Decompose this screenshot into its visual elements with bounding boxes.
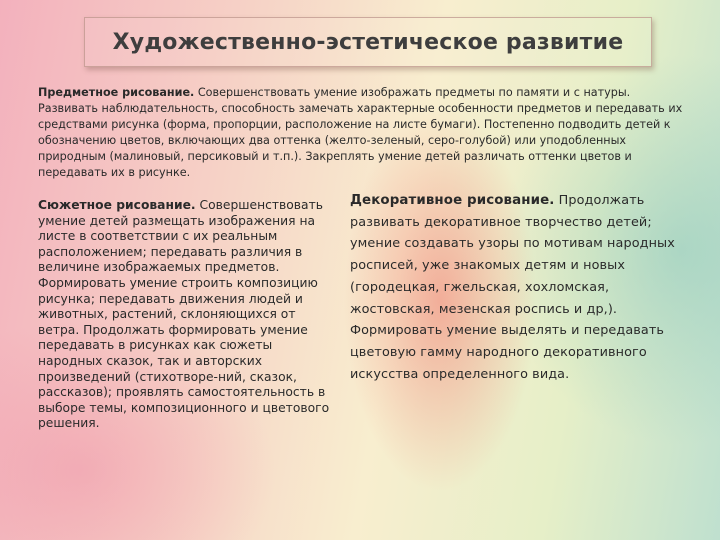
right-column-paragraph <box>350 190 690 385</box>
intro-paragraph <box>38 85 688 181</box>
right-column-heading: Декоративное рисование. <box>350 193 555 208</box>
right-column-text: Продолжать развивать декоративное творчество детей; умение создавать узоры по мотивам народных росписей, уже знакомых детям и новых (городецкая, гжельская, хохломская, жостовская, мезенская роспись и др,). Формировать умение выделять и передавать цветовую гамму народного декоративного искусства определенного вида. <box>350 193 675 382</box>
left-column-paragraph <box>38 198 338 432</box>
title-box <box>84 17 652 67</box>
left-column-text: Совершенствовать умение детей размещать изображения на листе в соответствии с их реальным расположением; передавать различия в величине изображаемых предметов. Формировать умение строить композицию рисунка; передавать движения людей и животных, растений, склоняющихся от ветра. Продолжать формировать умение передавать в рисунках как сюжеты народных сказок, так и авторских произведений (стихотворе-ний, сказок, рассказов); проявлять самостоятельность в выборе темы, композиционного и цветового решения. <box>38 198 330 431</box>
intro-heading: Предметное рисование. <box>38 86 195 99</box>
left-column-heading: Сюжетное рисование. <box>38 198 196 212</box>
intro-text: Совершенствовать умение изображать предметы по памяти и с натуры. Развивать наблюдательность, способность замечать характерные особенности предметов и передавать их средствами рисунка (форма, пропорции, расположение на листе бумаги). Постепенно подводить детей к обозначению цветов, включающих два оттенка (желто-зеленый, серо-голубой) или уподобленных природным (малиновый, персиковый и т.п.). Закреплять умение детей различать оттенки цветов и передавать их в рисунке. <box>38 86 683 179</box>
slide-title: Художественно-эстетическое развитие <box>112 29 624 55</box>
